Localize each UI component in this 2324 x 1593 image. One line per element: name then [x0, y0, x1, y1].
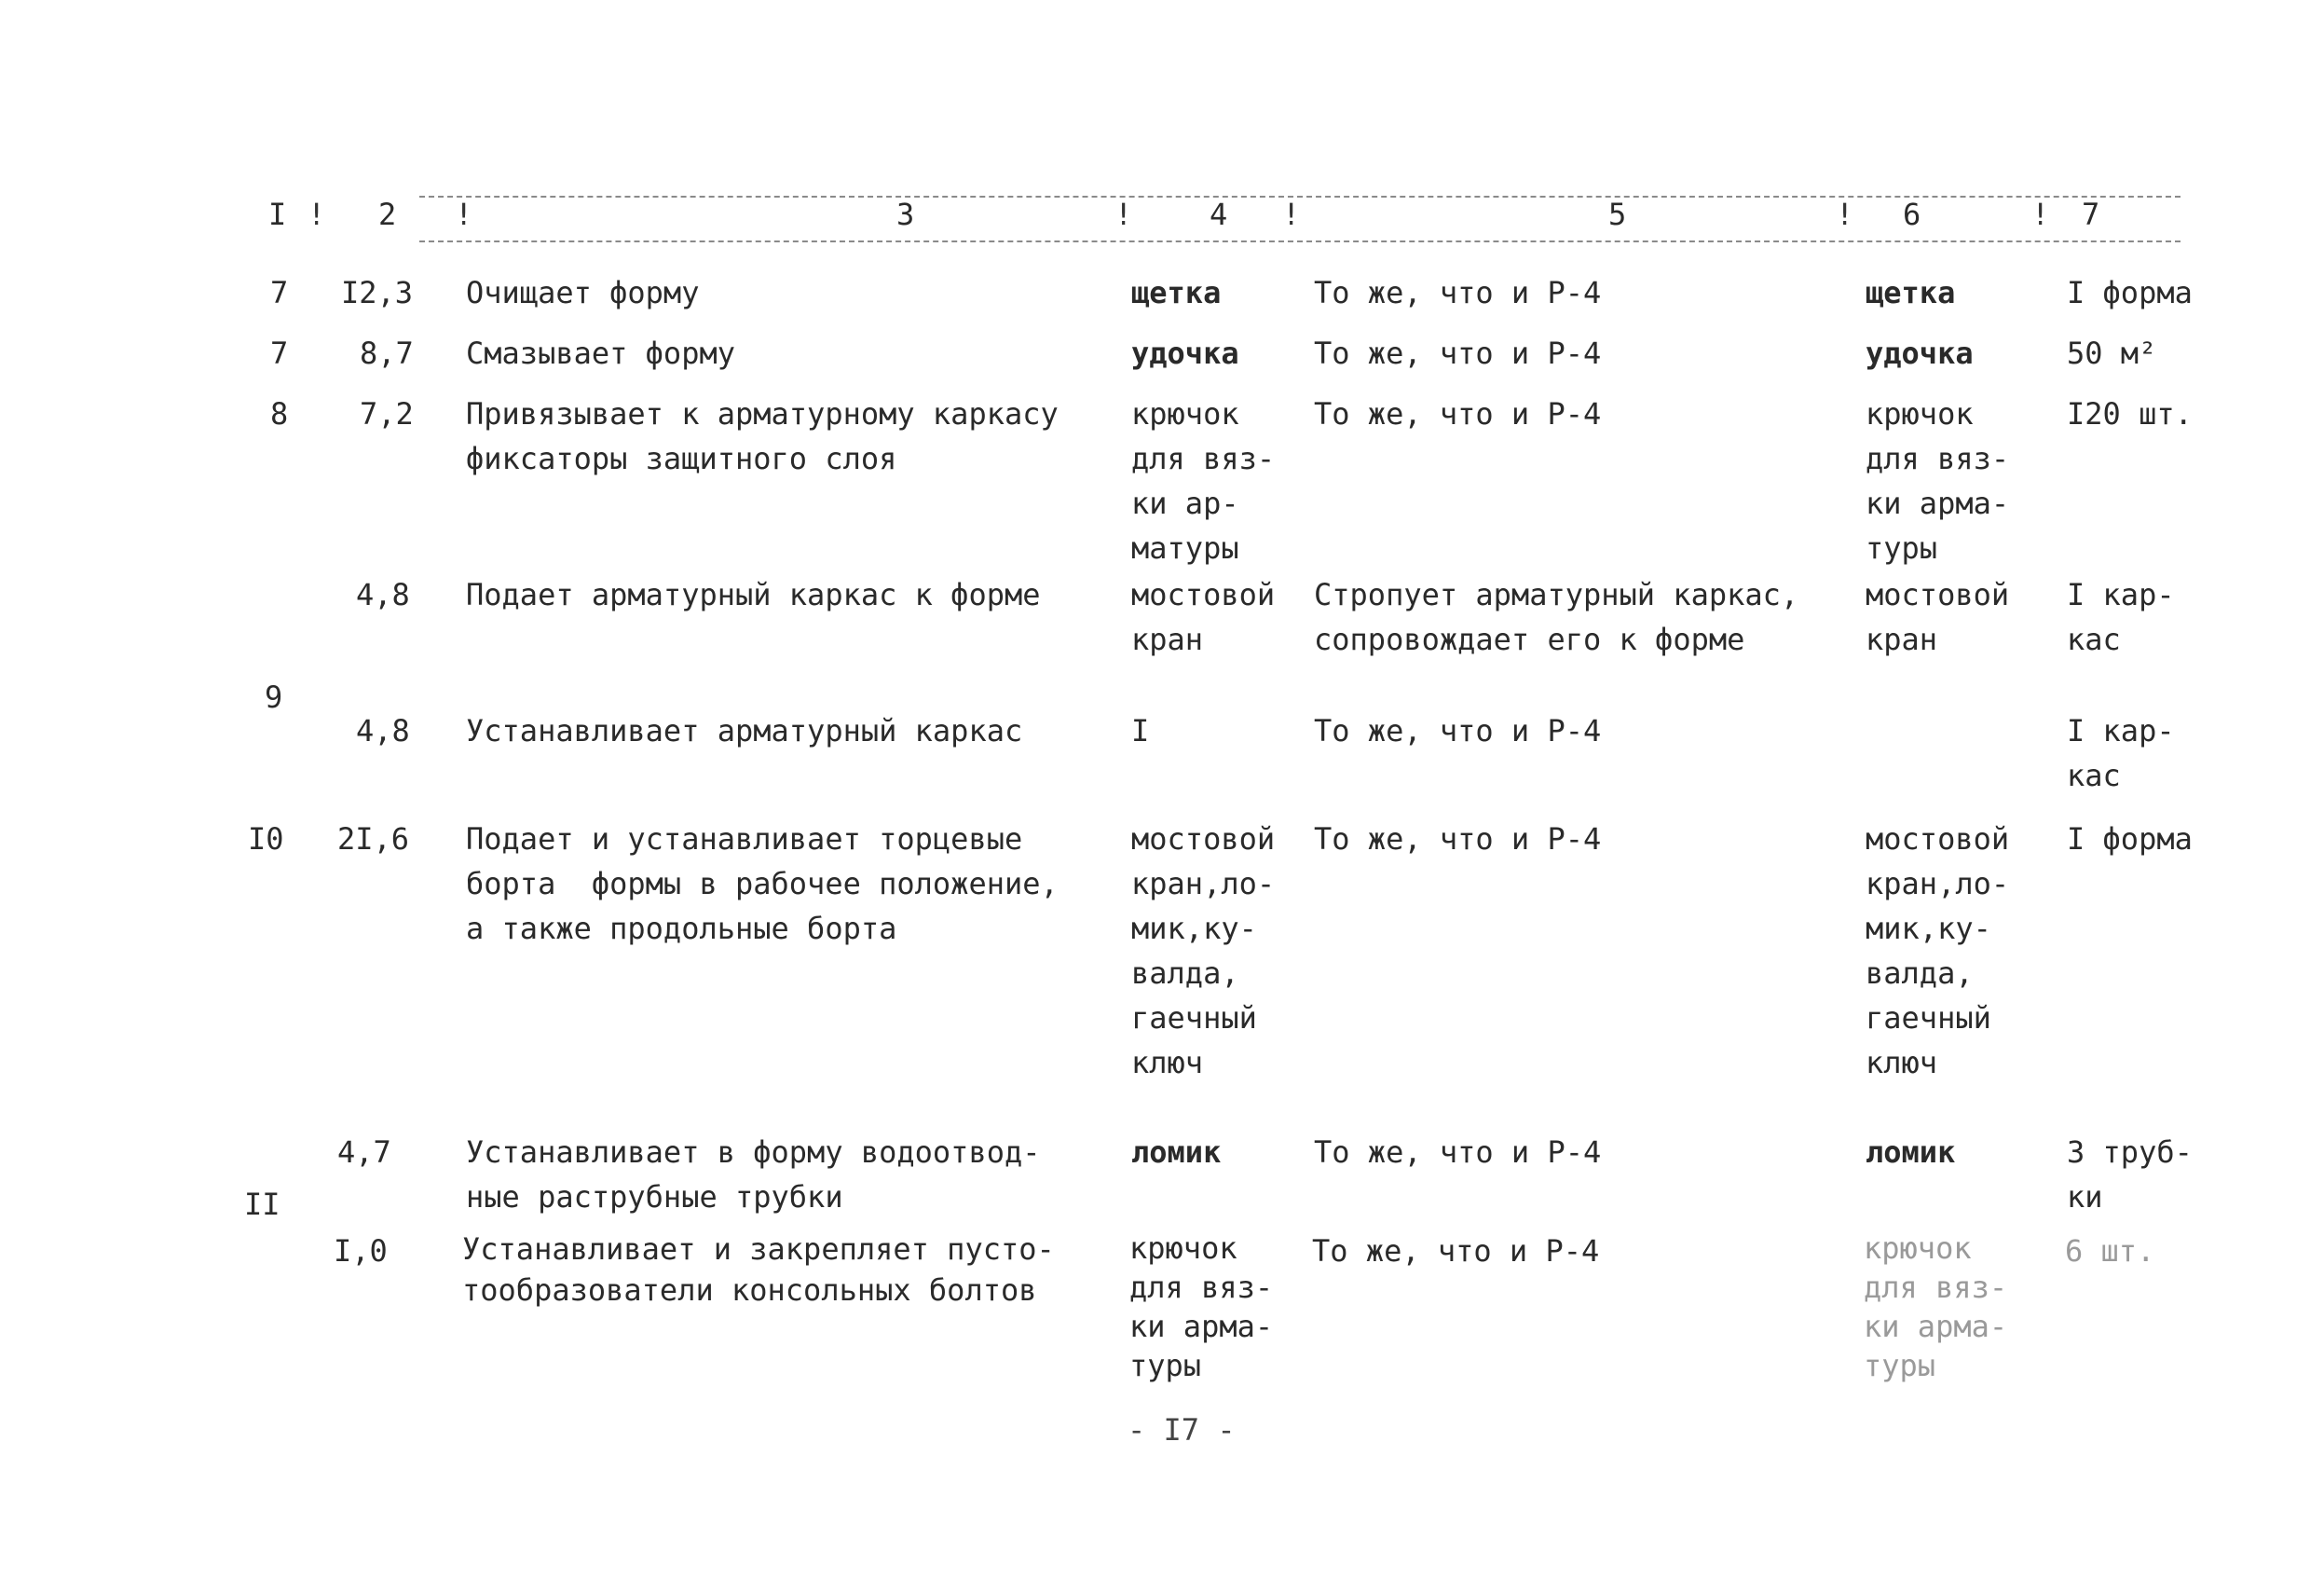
- tool-text: мостовой кран: [1131, 577, 1276, 657]
- tool-text: мостовой кран,ло- мик,ку- валда, гаечный ключ: [1866, 821, 2010, 1080]
- quantity-text: I кар- кас: [2067, 577, 2175, 657]
- header-col-1: I: [268, 197, 287, 232]
- worker-action-text: То же, что и Р-4: [1314, 1134, 1602, 1170]
- time-value: I,0: [334, 1233, 388, 1269]
- row-number: I0: [248, 821, 284, 857]
- worker-action-text: То же, что и Р-4: [1312, 1233, 1600, 1269]
- operation-text: Очищает форму: [466, 275, 700, 310]
- header-separator: !: [308, 197, 326, 232]
- tool-text: крючок для вяз- ки арма- туры: [1864, 1230, 2008, 1383]
- row-number: 7: [270, 275, 289, 310]
- tool-text: ломик: [1131, 1134, 1222, 1170]
- header-col-7: 7: [2082, 197, 2100, 232]
- header-col-2: 2: [378, 197, 397, 232]
- tool-text: удочка: [1131, 336, 1239, 371]
- row-number: II: [244, 1187, 280, 1222]
- tool-text: щетка: [1131, 275, 1222, 310]
- operation-text: Устанавливает и закрепляет пусто- тообразователи консольных болтов: [462, 1231, 1055, 1308]
- header-col-4: 4: [1210, 197, 1228, 232]
- time-value: 7,2: [360, 396, 414, 432]
- time-value: 4,8: [356, 713, 410, 748]
- header-separator: !: [2031, 197, 2050, 232]
- tool-text: крючок для вяз- ки арма- туры: [1866, 396, 2010, 566]
- row-number: 8: [270, 396, 289, 432]
- worker-action-text: То же, что и Р-4: [1314, 336, 1602, 371]
- worker-action-text: То же, что и Р-4: [1314, 821, 1602, 857]
- operation-text: Привязывает к арматурному каркасу фиксаторы защитного слоя: [466, 396, 1059, 476]
- time-value: 8,7: [360, 336, 414, 371]
- time-value: I2,3: [341, 275, 414, 310]
- tool-text: мостовой кран: [1866, 577, 2010, 657]
- quantity-text: I кар- кас: [2067, 713, 2175, 793]
- worker-action-text: То же, что и Р-4: [1314, 396, 1602, 432]
- time-value: 2I,6: [337, 821, 410, 857]
- tool-text: мостовой кран,ло- мик,ку- валда, гаечный ключ: [1131, 821, 1276, 1080]
- worker-action-text: То же, что и Р-4: [1314, 713, 1602, 748]
- tool-text: щетка: [1866, 275, 1956, 310]
- time-value: 4,7: [337, 1134, 391, 1170]
- quantity-text: 6 шт.: [2065, 1233, 2155, 1269]
- tool-text: I: [1131, 713, 1150, 748]
- quantity-text: 50 м²: [2067, 336, 2157, 371]
- quantity-text: I форма: [2067, 275, 2193, 310]
- operation-text: Подает и устанавливает торцевые борта формы в рабочее положение, а также продольные борта: [466, 821, 1059, 946]
- quantity-text: I форма: [2067, 821, 2193, 857]
- row-number: 9: [265, 680, 283, 715]
- tool-text: удочка: [1866, 336, 1974, 371]
- operation-text: Смазывает форму: [466, 336, 735, 371]
- header-separator: !: [1282, 197, 1301, 232]
- quantity-text: I20 шт.: [2067, 396, 2193, 432]
- header-col-3: 3: [896, 197, 915, 232]
- operation-text: Устанавливает в форму водоотвод- ные раструбные трубки: [466, 1134, 1041, 1215]
- operation-text: Подает арматурный каркас к форме: [466, 577, 1041, 612]
- row-number: 7: [270, 336, 289, 371]
- header-separator: !: [455, 197, 473, 232]
- quantity-text: 3 труб- ки: [2067, 1134, 2193, 1215]
- header-bottom-rule: [419, 240, 2180, 242]
- tool-text: ломик: [1866, 1134, 1956, 1170]
- header-separator: !: [1836, 197, 1854, 232]
- time-value: 4,8: [356, 577, 410, 612]
- header-col-5: 5: [1608, 197, 1627, 232]
- tool-text: крючок для вяз- ки арма- туры: [1129, 1230, 1274, 1383]
- header-col-6: 6: [1903, 197, 1921, 232]
- tool-text: крючок для вяз- ки ар- матуры: [1131, 396, 1276, 566]
- operation-text: Устанавливает арматурный каркас: [466, 713, 1023, 748]
- worker-action-text: Стропует арматурный каркас, сопровождает его к форме: [1314, 577, 1799, 657]
- worker-action-text: То же, что и Р-4: [1314, 275, 1602, 310]
- page-number: - I7 -: [1128, 1412, 1236, 1448]
- header-separator: !: [1114, 197, 1133, 232]
